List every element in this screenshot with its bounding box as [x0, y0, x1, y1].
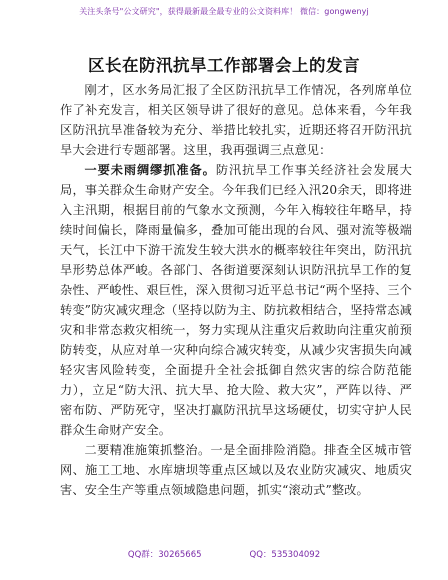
header-promo-note: 关注头条号"公文研究"，获得最新最全最专业的公文资料库！ 微信：gongwenyj [79, 7, 369, 16]
footer-qq: QQ：535304092 [249, 550, 321, 560]
footer-contact [0, 548, 448, 560]
point-one-text: 防汛抗旱工作事关经济社会发展大局，事关群众生命财产安全。今年我们已经入汛20余天，即将进入主汛期，根据目前的气象水文预测，今年入梅较往年略早，持续时间偏长，降雨量偏多，叠加可能出现的台风、强对流等极端天气，长江中下游干流发生较大洪水的概率较往年突出，防汛抗旱形势总体严峻。各部门、各街道要深刻认识防汛抗旱工作的复杂性、严峻性、艰巨性，深入贯彻习近平总书记“两个坚持、三个转变”防灾减灾理念（坚持以防为主、防抗救相结合，坚持常态减灾和非常态救灾相统一，努力实现从注重灾后救助向注重灾前预防转变，从应对单一灾种向综合减灾转变，从减少灾害损失向减轻灾害风险转变，全面提升全社会抵御自然灾害的综合防范能力），立足“防大汛、抗大旱、抢大险、救大灾”，严阵以待、严密布防、严防死守，坚决打赢防汛抗旱这场硬仗，切实守护人民群众生命财产安全。 [60, 163, 412, 437]
document-body [60, 80, 412, 530]
paragraph-point-two: 二要精准施策抓整治。一是全面排险消隐。排查全区城市管网、施工工地、水库塘坝等重点区域以及农业防灾减灾、地质灾害、安全生产等重点领域隐患问题，抓实“滚动式”整改。 [60, 443, 412, 497]
document-title: 区长在防汛抗旱工作部署会上的发言 [88, 56, 360, 75]
footer-qq-group: QQ群：30265665 [127, 550, 202, 560]
paragraph-intro: 刚才，区水务局汇报了全区防汛抗旱工作情况，各列席单位作了补充发言，相关区领导讲了很好的意见。总体来看，今年我区防汛抗旱准备较为充分、举措比较扎实，近期还将召开防汛抗旱大会进行专题部署。这里，我再强调三点意见： [60, 83, 412, 157]
point-one-heading: 一要未雨绸缪抓准备。 [84, 163, 216, 177]
paragraph-point-one [60, 160, 412, 440]
